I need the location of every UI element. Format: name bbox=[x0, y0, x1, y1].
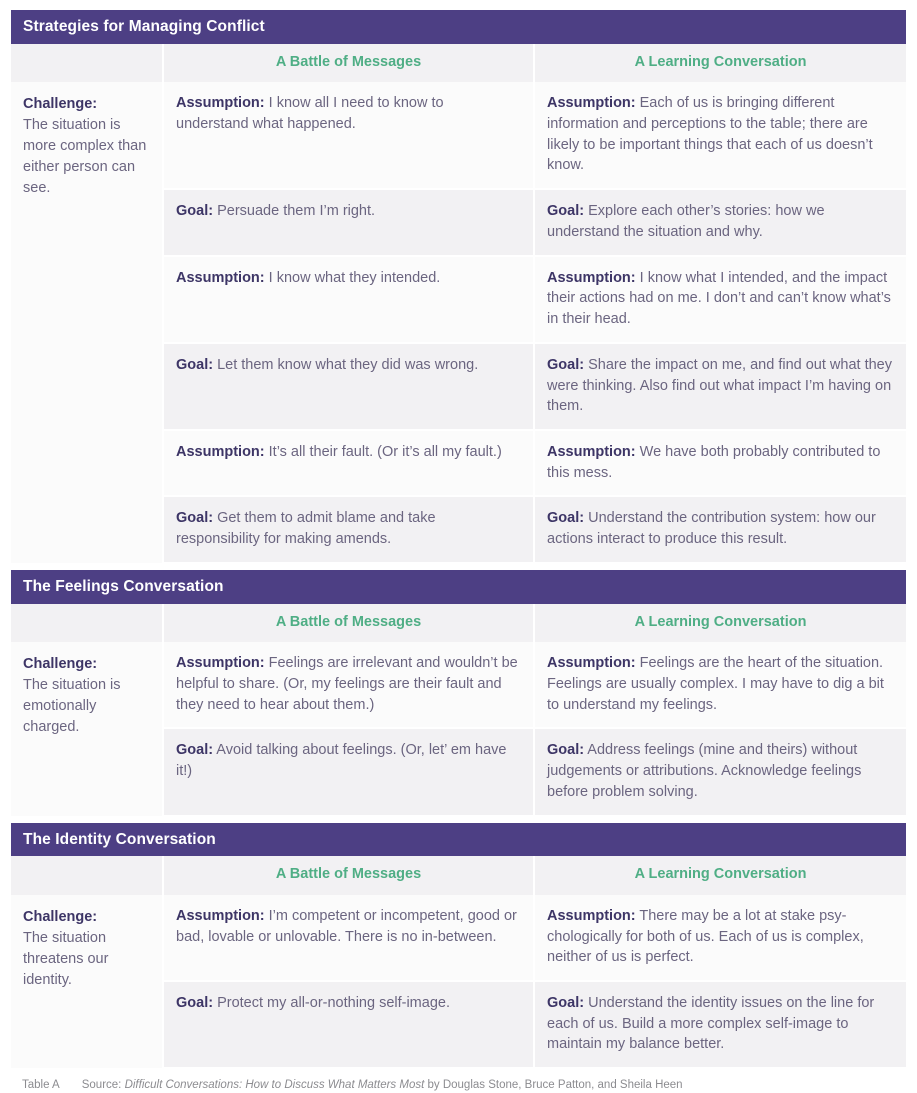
assumption-text: I know what they intended. bbox=[268, 269, 441, 286]
column-header-row bbox=[11, 44, 906, 82]
goal-text: Persuade them I’m right. bbox=[217, 203, 376, 220]
goal-text: Understand the contribution system: how our actions interact to produce this result. bbox=[547, 510, 876, 548]
goal-label: Goal: bbox=[176, 510, 214, 527]
section-spacer bbox=[11, 816, 906, 823]
assumption-text: Feelings are the heart of the situation. Feelings are usually complex. I may have to dig a bit to understand my feelings. bbox=[547, 655, 884, 713]
assumption-learning-cell bbox=[534, 642, 906, 728]
column-header-row bbox=[11, 856, 906, 894]
goal-label: Goal: bbox=[176, 203, 214, 220]
goal-learning-cell bbox=[534, 981, 906, 1068]
caption-source-prefix: Source: bbox=[81, 1079, 125, 1092]
section-title: The Feelings Conversation bbox=[11, 570, 906, 604]
goal-battle-cell bbox=[163, 496, 534, 562]
assumption-text: It’s all their fault. (Or it’s all my fault.) bbox=[268, 444, 502, 461]
assumption-learning-cell bbox=[534, 430, 906, 496]
goal-learning-cell bbox=[534, 189, 906, 255]
assumption-text: I know all I need to know to understand what happened. bbox=[176, 95, 444, 132]
assumption-text: I’m competent or incompetent, good or bad, lovable or unlovable. There is no in-between. bbox=[176, 907, 517, 945]
column-header-blank bbox=[11, 604, 163, 642]
challenge-text: The situation is more complex than either person can see. bbox=[23, 117, 147, 197]
caption-source-suffix: by Douglas Stone, Bruce Patton, and Sheila Heen bbox=[424, 1079, 683, 1092]
challenge-label: Challenge: bbox=[23, 656, 98, 673]
column-header-learning-conversation: A Learning Conversation bbox=[534, 44, 906, 82]
assumption-label: Assumption: bbox=[176, 444, 265, 461]
section-header-row bbox=[11, 10, 906, 44]
table-row bbox=[11, 642, 906, 728]
challenge-cell bbox=[11, 82, 163, 563]
assumption-battle-cell bbox=[163, 895, 534, 981]
goal-text: Share the impact on me, and find out what they were thinking. Also find out what impact I’m having on them. bbox=[547, 356, 892, 415]
assumption-label: Assumption: bbox=[547, 95, 636, 112]
assumption-label: Assumption: bbox=[547, 444, 636, 461]
column-header-blank bbox=[11, 856, 163, 894]
assumption-learning-cell bbox=[534, 82, 906, 189]
assumption-label: Assumption: bbox=[176, 269, 265, 286]
goal-label: Goal: bbox=[176, 994, 214, 1011]
assumption-text: Each of us is bringing different information and perceptions to the table; there are likely to be important things that each of us doesn’t know. bbox=[547, 95, 873, 174]
assumption-label: Assumption: bbox=[547, 269, 636, 286]
goal-battle-cell bbox=[163, 343, 534, 430]
goal-learning-cell bbox=[534, 728, 906, 815]
goal-battle-cell bbox=[163, 728, 534, 815]
assumption-text: We have both probably contributed to this mess. bbox=[547, 444, 881, 481]
assumption-label: Assumption: bbox=[176, 655, 265, 672]
assumption-text: There may be a lot at stake psy-chologically for both of us. Each of us is complex, neither of us is perfect. bbox=[547, 907, 864, 966]
section-spacer bbox=[11, 563, 906, 570]
caption-source-title: Difficult Conversations: How to Discuss What Matters Most bbox=[124, 1079, 425, 1092]
challenge-text: The situation is emotionally charged. bbox=[23, 677, 121, 736]
goal-text: Avoid talking about feelings. (Or, let’ em have it!) bbox=[176, 742, 507, 780]
assumption-battle-cell bbox=[163, 430, 534, 496]
column-header-learning-conversation: A Learning Conversation bbox=[534, 856, 906, 894]
goal-battle-cell bbox=[163, 189, 534, 255]
assumption-battle-cell bbox=[163, 82, 534, 189]
assumption-battle-cell bbox=[163, 642, 534, 728]
goal-label: Goal: bbox=[547, 203, 585, 220]
goal-text: Explore each other’s stories: how we understand the situation and why. bbox=[547, 203, 825, 240]
column-header-battle-of-messages: A Battle of Messages bbox=[163, 856, 534, 894]
goal-learning-cell bbox=[534, 343, 906, 430]
challenge-cell bbox=[11, 895, 163, 1068]
assumption-learning-cell bbox=[534, 895, 906, 981]
column-header-learning-conversation: A Learning Conversation bbox=[534, 604, 906, 642]
assumption-text: I know what I intended, and the impact their actions had on me. I don’t and can’t know what’s in their head. bbox=[547, 269, 891, 328]
assumption-label: Assumption: bbox=[547, 907, 636, 924]
goal-label: Goal: bbox=[547, 510, 585, 527]
challenge-label: Challenge: bbox=[23, 96, 98, 113]
challenge-label: Challenge: bbox=[23, 908, 98, 925]
table-caption bbox=[11, 1078, 906, 1093]
goal-text: Understand the identity issues on the line for each of us. Build a more complex self-image to maintain my balance better. bbox=[547, 994, 875, 1053]
section-spacer-cell bbox=[11, 816, 906, 823]
section-spacer-cell bbox=[11, 563, 906, 570]
column-header-battle-of-messages: A Battle of Messages bbox=[163, 604, 534, 642]
column-header-battle-of-messages: A Battle of Messages bbox=[163, 44, 534, 82]
table-row bbox=[11, 82, 906, 189]
section-header-row bbox=[11, 570, 906, 604]
goal-label: Goal: bbox=[547, 356, 585, 373]
goal-label: Goal: bbox=[547, 994, 585, 1011]
challenge-cell bbox=[11, 642, 163, 815]
strategies-table bbox=[11, 10, 906, 1069]
section-title: Strategies for Managing Conflict bbox=[11, 10, 906, 44]
goal-label: Goal: bbox=[176, 356, 214, 373]
goal-text: Protect my all-or-nothing self-image. bbox=[217, 994, 450, 1011]
column-header-row bbox=[11, 604, 906, 642]
assumption-text: Feelings are irrelevant and wouldn’t be helpful to share. (Or, my feelings are their fault and they need to hear about them.) bbox=[176, 655, 518, 713]
assumption-label: Assumption: bbox=[176, 95, 265, 112]
section-title: The Identity Conversation bbox=[11, 823, 906, 857]
goal-text: Get them to admit blame and take responsibility for making amends. bbox=[176, 510, 436, 548]
assumption-battle-cell bbox=[163, 256, 534, 343]
assumption-label: Assumption: bbox=[176, 907, 265, 924]
challenge-text: The situation threatens our identity. bbox=[23, 929, 109, 988]
assumption-learning-cell bbox=[534, 256, 906, 343]
goal-battle-cell bbox=[163, 981, 534, 1068]
goal-label: Goal: bbox=[547, 742, 585, 759]
goal-text: Let them know what they did was wrong. bbox=[217, 356, 479, 373]
assumption-label: Assumption: bbox=[547, 655, 636, 672]
section-header-row bbox=[11, 823, 906, 857]
caption-table-label: Table A bbox=[22, 1079, 60, 1092]
table-row bbox=[11, 895, 906, 981]
goal-text: Address feelings (mine and theirs) without judgements or attributions. Acknowledge feelings before problem solving. bbox=[547, 742, 862, 800]
column-header-blank bbox=[11, 44, 163, 82]
goal-learning-cell bbox=[534, 496, 906, 562]
goal-label: Goal: bbox=[176, 742, 214, 759]
